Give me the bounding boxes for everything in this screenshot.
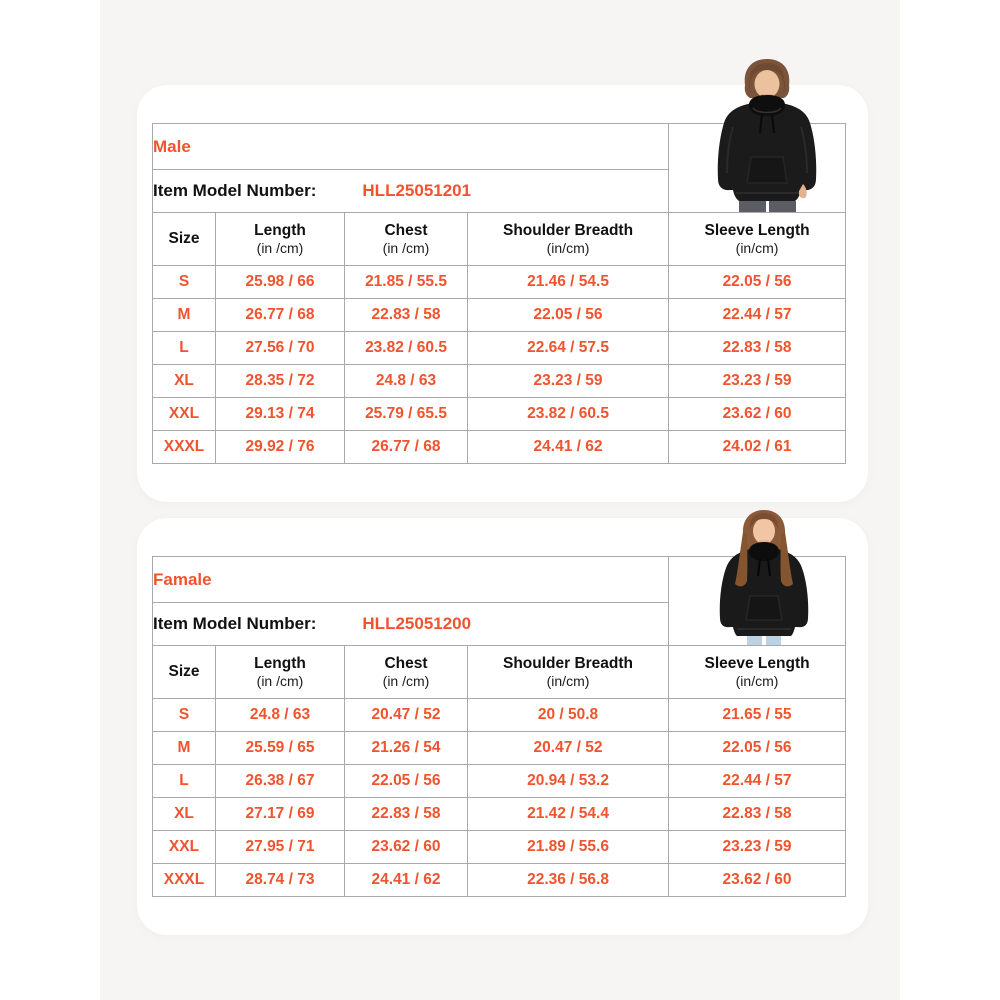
measurement-cell: 28.74 / 73 xyxy=(216,864,345,897)
size-table-row xyxy=(153,365,846,398)
measurement-cell: 24.41 / 62 xyxy=(468,431,669,464)
measurement-cell: 22.44 / 57 xyxy=(669,299,846,332)
size-label-cell: XXXL xyxy=(153,431,216,464)
measurement-cell: 24.41 / 62 xyxy=(345,864,468,897)
size-table-row xyxy=(153,864,846,897)
size-table-row xyxy=(153,332,846,365)
column-header-size: Size xyxy=(153,646,216,699)
measurement-cell: 22.83 / 58 xyxy=(669,798,846,831)
measurement-cell: 22.05 / 56 xyxy=(669,732,846,765)
measurement-cell: 23.23 / 59 xyxy=(669,365,846,398)
column-header-chest: Chest (in /cm) xyxy=(345,213,468,266)
measurement-cell: 23.82 / 60.5 xyxy=(468,398,669,431)
female-size-table xyxy=(152,556,846,897)
size-label-cell: S xyxy=(153,699,216,732)
size-label-cell: L xyxy=(153,765,216,798)
measurement-cell: 25.79 / 65.5 xyxy=(345,398,468,431)
measurement-cell: 23.23 / 59 xyxy=(669,831,846,864)
item-model-number-value: HLL25051201 xyxy=(362,181,472,200)
measurement-cell: 22.05 / 56 xyxy=(345,765,468,798)
item-model-number-label: Item Model Number: xyxy=(153,181,317,200)
measurement-cell: 24.8 / 63 xyxy=(345,365,468,398)
measurement-cell: 20.94 / 53.2 xyxy=(468,765,669,798)
column-header-size: Size xyxy=(153,213,216,266)
measurement-cell: 24.02 / 61 xyxy=(669,431,846,464)
measurement-cell: 27.17 / 69 xyxy=(216,798,345,831)
size-label-cell: XXL xyxy=(153,398,216,431)
measurement-cell: 26.77 / 68 xyxy=(216,299,345,332)
model-number-cell xyxy=(153,170,669,213)
measurement-cell: 22.83 / 58 xyxy=(345,299,468,332)
measurement-cell: 22.36 / 56.8 xyxy=(468,864,669,897)
measurement-cell: 27.56 / 70 xyxy=(216,332,345,365)
size-table-row xyxy=(153,266,846,299)
item-model-number-label: Item Model Number: xyxy=(153,614,317,633)
male-model-photo-cell xyxy=(669,124,846,213)
size-label-cell: M xyxy=(153,299,216,332)
size-table-row xyxy=(153,398,846,431)
measurement-cell: 22.05 / 56 xyxy=(468,299,669,332)
measurement-cell: 22.83 / 58 xyxy=(345,798,468,831)
measurement-cell: 23.62 / 60 xyxy=(669,864,846,897)
measurement-cell: 21.42 / 54.4 xyxy=(468,798,669,831)
size-table-row xyxy=(153,765,846,798)
item-model-number-value: HLL25051200 xyxy=(362,614,472,633)
measurement-cell: 20 / 50.8 xyxy=(468,699,669,732)
size-label-cell: XXL xyxy=(153,831,216,864)
size-table-row xyxy=(153,431,846,464)
measurement-cell: 29.13 / 74 xyxy=(216,398,345,431)
size-label-cell: S xyxy=(153,266,216,299)
size-table-row xyxy=(153,299,846,332)
measurement-cell: 24.8 / 63 xyxy=(216,699,345,732)
measurement-cell: 28.35 / 72 xyxy=(216,365,345,398)
table-title: Male xyxy=(153,124,669,170)
column-header-length: Length (in /cm) xyxy=(216,646,345,699)
column-header-sleeve-length: Sleeve Length (in/cm) xyxy=(669,646,846,699)
measurement-cell: 26.77 / 68 xyxy=(345,431,468,464)
column-header-row xyxy=(153,646,846,699)
measurement-cell: 23.82 / 60.5 xyxy=(345,332,468,365)
size-label-cell: L xyxy=(153,332,216,365)
measurement-cell: 23.62 / 60 xyxy=(345,831,468,864)
table-title-row xyxy=(153,124,846,170)
measurement-cell: 21.85 / 55.5 xyxy=(345,266,468,299)
measurement-cell: 21.89 / 55.6 xyxy=(468,831,669,864)
measurement-cell: 22.64 / 57.5 xyxy=(468,332,669,365)
size-table-row xyxy=(153,699,846,732)
measurement-cell: 29.92 / 76 xyxy=(216,431,345,464)
female-size-chart-card xyxy=(137,518,868,935)
measurement-cell: 21.46 / 54.5 xyxy=(468,266,669,299)
size-label-cell: XL xyxy=(153,798,216,831)
column-header-shoulder-breadth: Shoulder Breadth (in/cm) xyxy=(468,213,669,266)
male-size-table xyxy=(152,123,846,464)
size-table-row xyxy=(153,732,846,765)
measurement-cell: 20.47 / 52 xyxy=(468,732,669,765)
measurement-cell: 22.83 / 58 xyxy=(669,332,846,365)
measurement-cell: 22.44 / 57 xyxy=(669,765,846,798)
measurement-cell: 25.59 / 65 xyxy=(216,732,345,765)
column-header-length: Length (in /cm) xyxy=(216,213,345,266)
measurement-cell: 21.26 / 54 xyxy=(345,732,468,765)
male-size-chart-card xyxy=(137,85,868,502)
measurement-cell: 20.47 / 52 xyxy=(345,699,468,732)
female-model-photo-cell xyxy=(669,557,846,646)
column-header-shoulder-breadth: Shoulder Breadth (in/cm) xyxy=(468,646,669,699)
measurement-cell: 27.95 / 71 xyxy=(216,831,345,864)
column-header-chest: Chest (in /cm) xyxy=(345,646,468,699)
table-title: Famale xyxy=(153,557,669,603)
table-title-row xyxy=(153,557,846,603)
model-number-cell xyxy=(153,603,669,646)
size-table-row xyxy=(153,798,846,831)
size-label-cell: XL xyxy=(153,365,216,398)
size-label-cell: M xyxy=(153,732,216,765)
measurement-cell: 23.23 / 59 xyxy=(468,365,669,398)
measurement-cell: 25.98 / 66 xyxy=(216,266,345,299)
measurement-cell: 22.05 / 56 xyxy=(669,266,846,299)
measurement-cell: 21.65 / 55 xyxy=(669,699,846,732)
size-table-row xyxy=(153,831,846,864)
size-label-cell: XXXL xyxy=(153,864,216,897)
measurement-cell: 26.38 / 67 xyxy=(216,765,345,798)
column-header-sleeve-length: Sleeve Length (in/cm) xyxy=(669,213,846,266)
measurement-cell: 23.62 / 60 xyxy=(669,398,846,431)
column-header-row xyxy=(153,213,846,266)
